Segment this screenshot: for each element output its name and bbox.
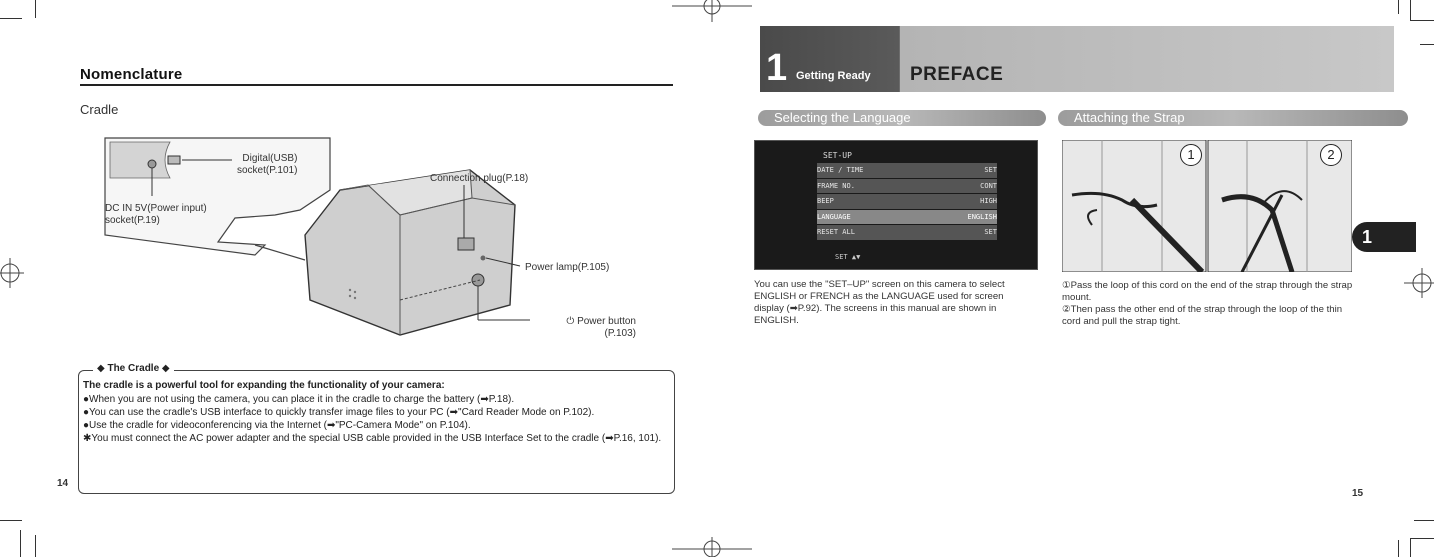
- strap-step: ②Then pass the other end of the strap through the loop of the thin cord and pull the strap tight.: [1062, 304, 1343, 327]
- callout-dc-in: [105, 203, 207, 227]
- page-heading: Nomenclature: [80, 66, 183, 83]
- screen-row: DATE / TIME SET: [817, 163, 997, 178]
- page-subheading: Cradle: [80, 102, 119, 117]
- box-title: ◆ The Cradle ◆: [93, 362, 174, 375]
- screen-menu: [817, 163, 997, 240]
- callout-label: DC IN 5V(Power input): [105, 203, 207, 214]
- chapter-number: 1: [766, 47, 788, 89]
- crop-mark: [1410, 20, 1434, 21]
- callout-digital-usb: [237, 153, 297, 177]
- strap-steps: [1062, 280, 1362, 328]
- step-label-2: 2: [1320, 144, 1342, 166]
- chapter-title: Getting Ready: [796, 70, 871, 82]
- crop-mark: [20, 530, 21, 557]
- cradle-illustration: [100, 130, 540, 360]
- crop-mark: [35, 0, 36, 18]
- box-intro: The cradle is a powerful tool for expanding the functionality of your camera:: [83, 380, 445, 391]
- callout-connection-plug: Connection plug(P.18): [430, 173, 529, 184]
- cradle-info-box: [78, 363, 675, 494]
- registration-mark-icon: [0, 258, 24, 288]
- crop-mark: [0, 18, 22, 19]
- screen-row: RESET ALL SET: [817, 225, 997, 240]
- setup-screen: [754, 140, 1038, 270]
- strap-illustration: [1062, 140, 1352, 272]
- screen-row-selected: LANGUAGE ENGLISH: [817, 210, 997, 225]
- language-band: Selecting the Language: [758, 110, 1046, 126]
- chapter-banner: [760, 26, 1394, 92]
- registration-mark-icon: [1404, 268, 1434, 298]
- screen-title: SET-UP: [823, 151, 852, 160]
- page-number-right: 15: [1352, 488, 1364, 499]
- screen-footer: SET ▲▼: [835, 253, 861, 261]
- crop-mark: [1410, 0, 1411, 20]
- box-bullet: ●You can use the cradle's USB interface to quickly transfer image files to your PC (➡"Card Reader Mode on P.102).: [83, 407, 595, 418]
- screen-row: BEEP HIGH: [817, 194, 997, 209]
- page-number-left: 14: [57, 478, 69, 489]
- callout-ref: socket(P.101): [237, 165, 298, 176]
- crop-mark: [1398, 540, 1399, 557]
- section-title: PREFACE: [910, 64, 1004, 85]
- strap-step: ①Pass the loop of this cord on the end of the strap through the strap mount.: [1062, 280, 1353, 303]
- heading-rule: [80, 84, 673, 86]
- crop-mark: [0, 520, 22, 521]
- crop-mark: [1398, 0, 1399, 14]
- crop-mark: [1414, 520, 1434, 521]
- box-bullet: ●Use the cradle for videoconferencing via the Internet (➡"PC-Camera Mode" on P.104).: [83, 420, 471, 431]
- callout-power-button: [541, 316, 636, 340]
- box-bullet: ●When you are not using the camera, you can place it in the cradle to charge the battery (➡P.18).: [83, 394, 515, 405]
- callout-label: ⏻ Power button: [566, 316, 636, 327]
- language-paragraph: You can use the "SET–UP" screen on this camera to select ENGLISH or FRENCH as the LANGUAGE used for screen display (➡P.92). The screens in this manual are shown in ENGLISH.: [754, 279, 1005, 326]
- crop-mark: [1420, 44, 1434, 45]
- callout-power-lamp: Power lamp(P.105): [525, 262, 610, 273]
- step-label-1: 1: [1180, 144, 1202, 166]
- box-bullets: [83, 393, 667, 445]
- crop-mark: [1410, 538, 1411, 557]
- crop-mark: [35, 535, 36, 557]
- registration-mark-icon: [672, 537, 752, 557]
- crop-mark: [1410, 538, 1434, 539]
- callout-ref: (P.103): [604, 328, 636, 339]
- box-bullet: ✱You must connect the AC power adapter and the special USB cable provided in the USB Interface Set to the cradle (➡P.16, 101).: [83, 433, 662, 444]
- strap-band: Attaching the Strap: [1058, 110, 1408, 126]
- registration-mark-icon: [672, 0, 752, 24]
- chapter-side-tab: 1: [1352, 222, 1416, 252]
- callout-label: Digital(USB): [242, 153, 298, 164]
- callout-ref: socket(P.19): [105, 215, 160, 226]
- screen-row: FRAME NO. CONT: [817, 179, 997, 194]
